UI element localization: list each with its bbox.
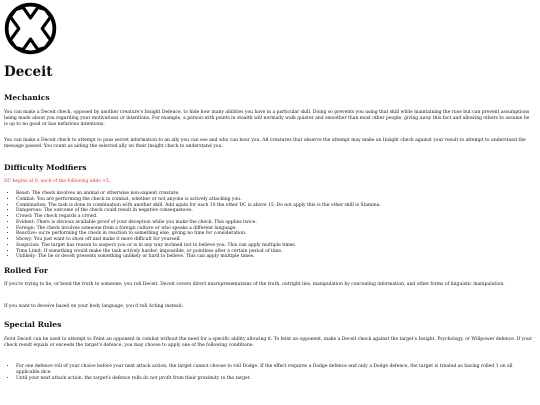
list-item: • Suspicion: The target has reason to suspect you or is in any way inclined not to believe you. This can apply multiple times.	[16, 243, 534, 249]
mechanics-paragraph-1: You can make a Deceit check, opposed by another creature's Insight Defence, to hide how many abilities you have in a particular skill. Doing so prevents you using that skill while maintaining the ruse but can prevent assumptions being made about you regarding your motivations or intentions. For example, a person with points in stealth will normally walk quieter and smoother than most other people, giving away this fact and allowing others to assume he is up to no good or has nefarious intentions.	[4, 110, 530, 127]
special-rules-list	[4, 364, 534, 381]
list-item: • Evident: There is obvious available proof of your deception while you make the check. This applies twice.	[16, 220, 534, 226]
list-item: • Dangerous: The outcome of the check could result in negative consequences.	[16, 208, 534, 214]
difficulty-modifiers-heading: Difficulty Modifiers	[4, 163, 87, 172]
dc-intro-text: DC begins at 0, each of the following adds +5.	[4, 179, 111, 184]
list-item: • Foreign: The check involves someone from a foreign culture or who speaks a different language.	[16, 226, 534, 232]
rolled-for-paragraph-2: If you want to deceive based on your body language, you'd roll Acting instead.	[4, 304, 184, 309]
list-item: • Reactive: ou're performing the check in reaction to something else, giving no time for consideration.	[16, 231, 534, 237]
list-item: • Combat: You are performing the check in combat, whether or not anyone is actively attacking you.	[16, 197, 534, 203]
list-item: • Combination: The task is done in combination with another skill. Add again for each 10 the other DC is above 15. Do not apply this is the other skill is Stamina.	[16, 203, 534, 209]
rolled-for-heading: Rolled For	[4, 266, 48, 275]
special-rules-text: Deceit can be used to attempt to Feint an opponent in combat without the need for a specific ability allowing it. To feint an opponent, make a Deceit check against the target's Insight, Psychology, or Willpower defence. If your check result equals or exceeds the target's defence, you may choose to apply one of the following conditions:	[4, 337, 532, 348]
list-item: • For one defence roll of your choice before your next attack action, the target cannot choose to roll Dodge. If the effect requires a Dodge defence and only a Dodge defence, the target is treated as having rolled 1 on all applicable dice.	[16, 364, 534, 376]
list-item: • Until your next attack action, the target's defence rolls do not profit from their proximity to the target.	[16, 376, 534, 382]
difficulty-modifier-list	[4, 191, 534, 260]
x-cross-logo-icon	[4, 2, 57, 55]
list-item: • Time Limit: If something would make the task actively harder, impossible, or pointless after a certain period of time.	[16, 249, 534, 255]
mechanics-paragraph-2: You can make a Deceit check to attempt to pass secret information to an ally you can see and who can hear you. All creatures that observe the attempt may make an Insight check against your result to attempt to understand the message passed. You count as aiding the selected ally on their insight check to understand you.	[4, 138, 526, 149]
list-item: • Crowd: The check regards a crowd.	[16, 214, 534, 220]
list-item: • Unlikely: The lie or deceit presents something unlikely or hard to believe. This can apply multiple times.	[16, 254, 534, 260]
list-item: • Showy: You just want to show off and make it more difficult for yourself.	[16, 237, 534, 243]
special-rules-heading: Special Rules	[4, 320, 62, 329]
rolled-for-paragraph-1: If you're trying to lie, or bend the truth to someone; you roll Deceit. Deceit covers direct misrepresentations of the truth, outright lies, manipulation by concealing information, and other forms of linguistic manipulation.	[4, 282, 505, 287]
mechanics-heading: Mechanics	[4, 93, 50, 102]
page-title: Deceit	[4, 64, 53, 80]
special-rules-paragraph	[4, 337, 534, 349]
feint-term: Feint	[4, 337, 16, 342]
list-item: • Beast: The check involves an animal or otherwise non-sapient creature.	[16, 191, 534, 197]
